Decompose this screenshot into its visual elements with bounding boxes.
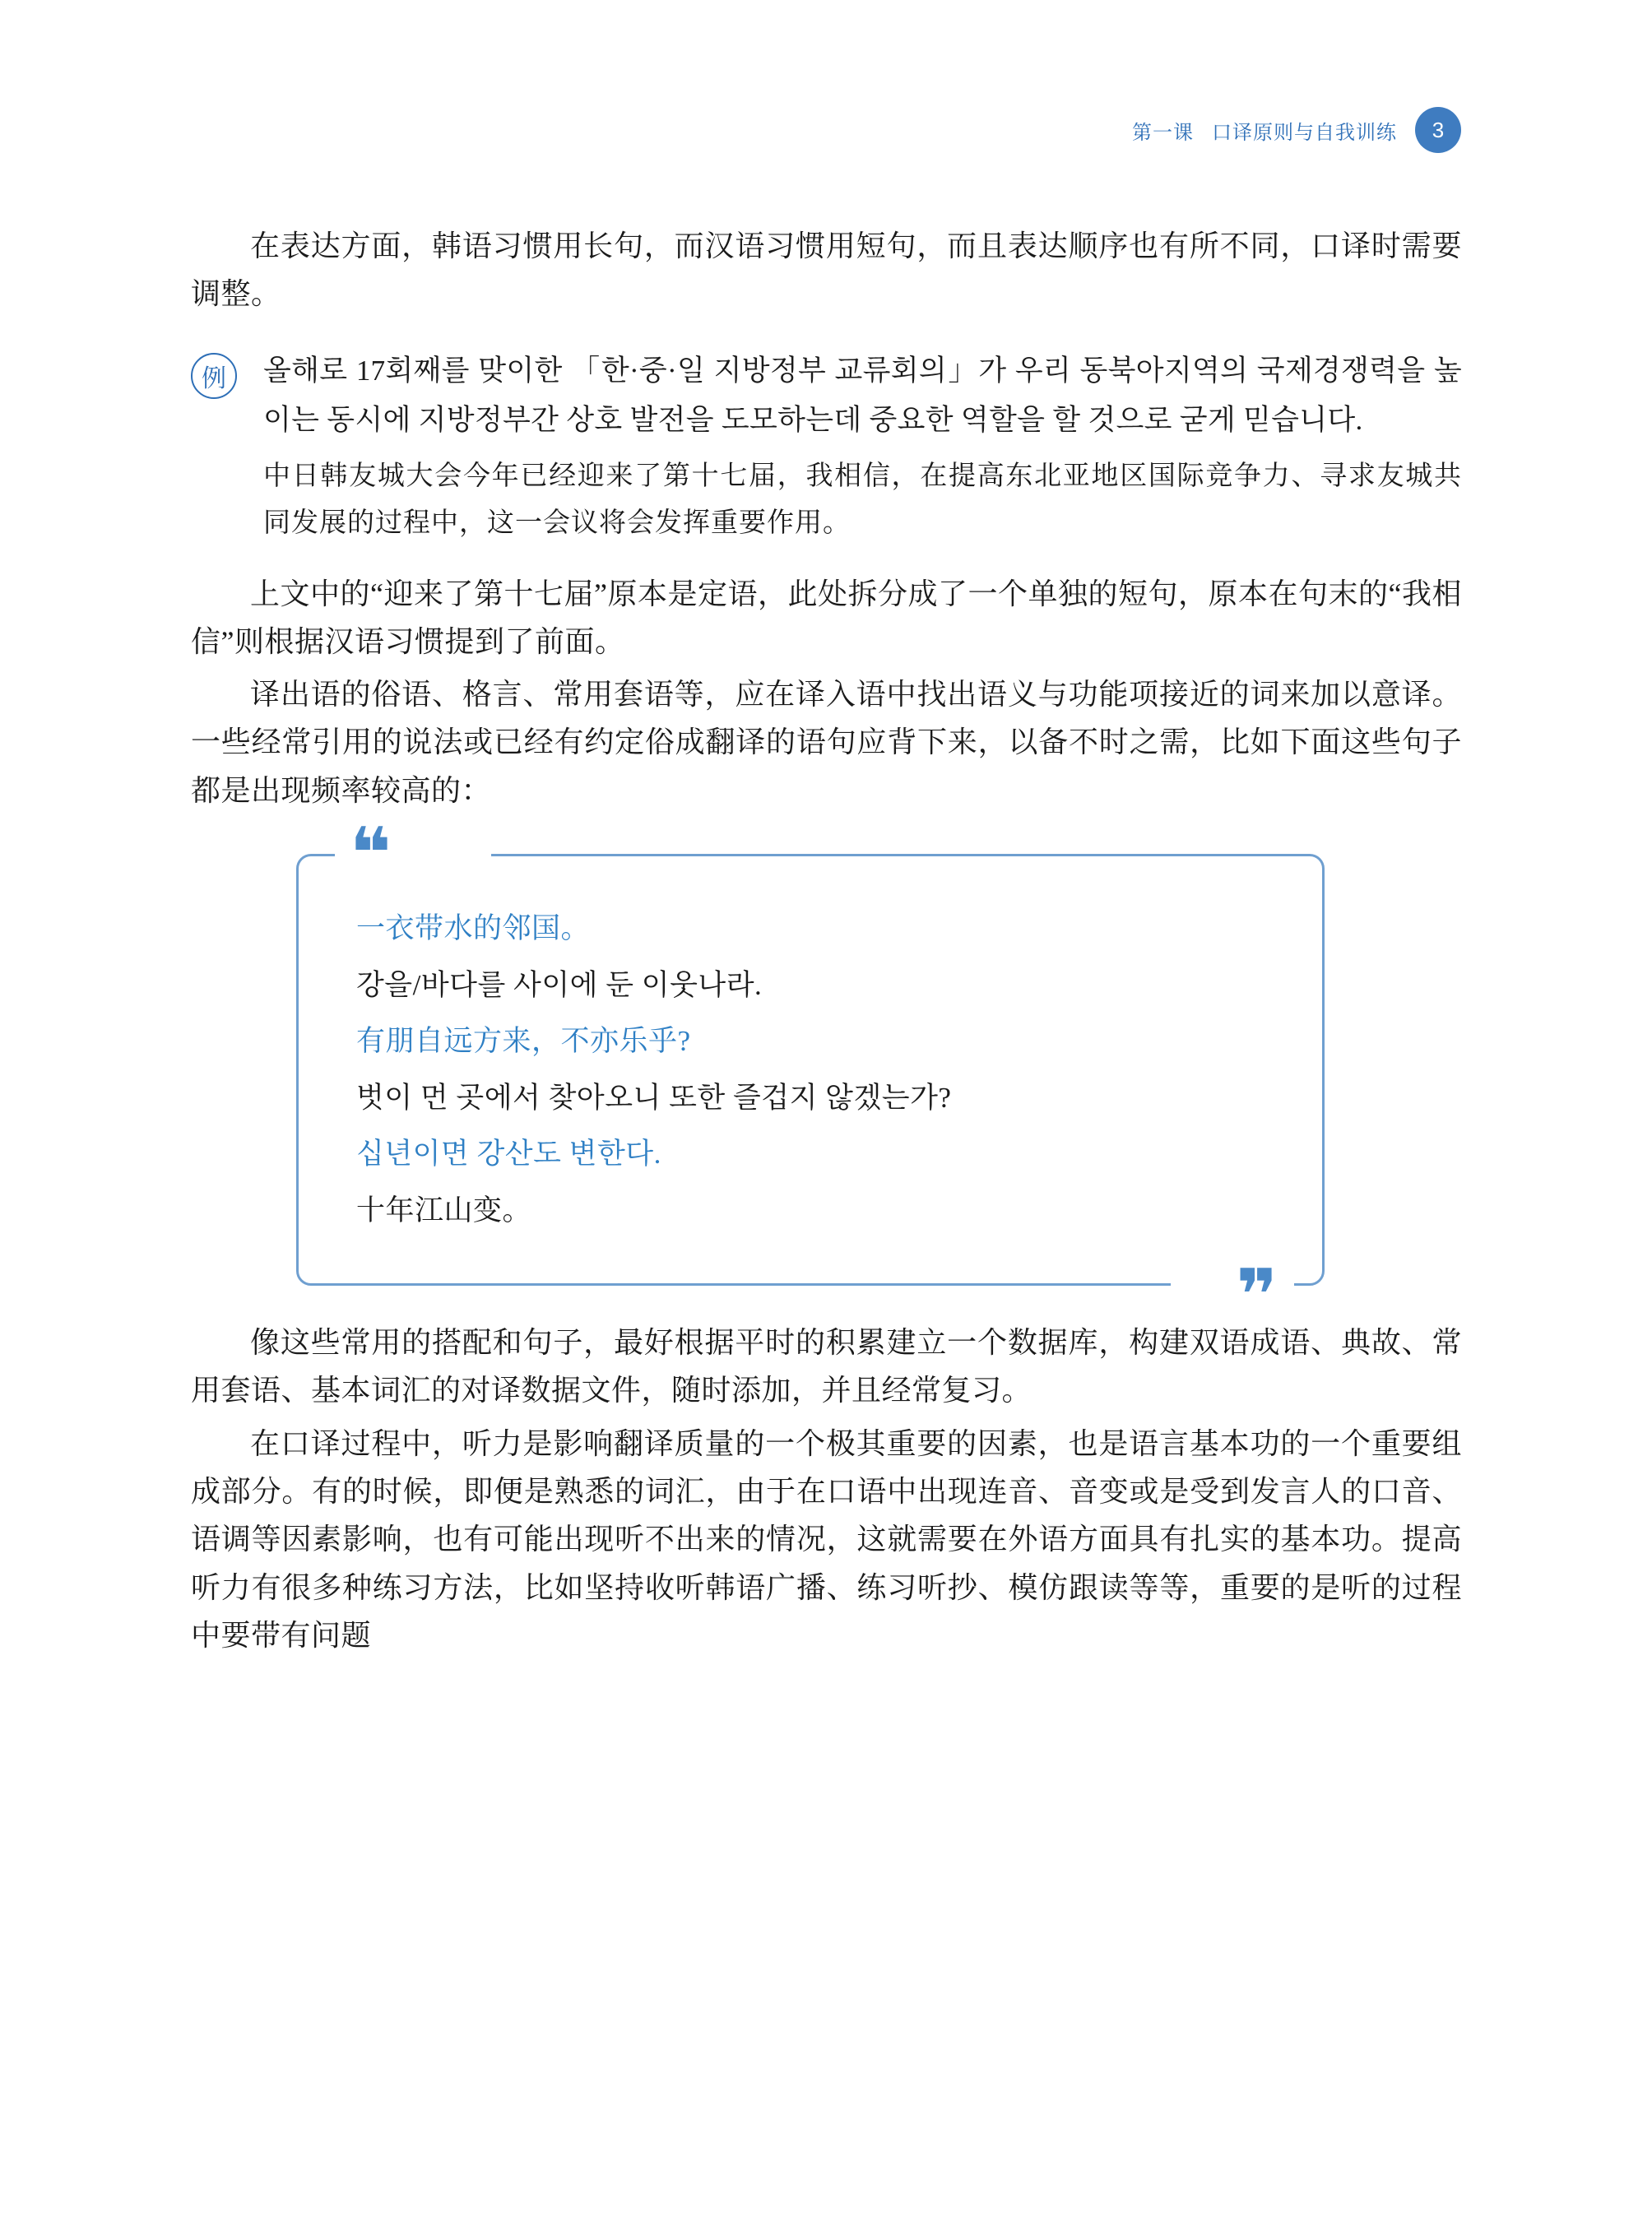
quote-line-3: 有朋自远方来，不亦乐乎? [356, 1025, 691, 1058]
example-block [191, 346, 1462, 547]
quote-box [296, 814, 1325, 1336]
paragraph-5: 在口译过程中，听力是影响翻译质量的一个极其重要的因素，也是语言基本功的一个重要组成部分。有的时候，即便是熟悉的词汇，由于在口语中出现连音、音变或是受到发言人的口音、语调等因素影响，也有可能出现听不出来的情况，这就需要在外语方面具有扎实的基本功。提高听力有很多种练习方法，比如坚持收听韩语广播、练习听抄、模仿跟读等等，重要的是听的过程中要带有问题 [191, 1426, 1462, 1652]
example-marker-icon: 例 [191, 353, 237, 399]
paragraph-3: 译出语的俗语、格言、常用套语等，应在译入语中找出语义与功能项接近的词来加以意译。一些经常引用的说法或已经有约定俗成翻译的语句应背下来，以备不时之需，比如下面这些句子都是出现频率较高的： [191, 678, 1462, 807]
quote-close-icon: ❞ [1225, 1270, 1289, 1321]
paragraph-4: 像这些常用的搭配和句子，最好根据平时的积累建立一个数据库，构建双语成语、典故、常用套语、基本词汇的对译数据文件，随时添加，并且经常复习。 [191, 1326, 1462, 1407]
example-chinese-text: 中日韩友城大会今年已经迎来了第十七届，我相信，在提高东北亚地区国际竞争力、寻求友城共同发展的过程中，这一会议将会发挥重要作用。 [263, 461, 1462, 538]
quote-line-5: 십년이면 강산도 변한다. [356, 1138, 661, 1171]
running-head [1132, 107, 1461, 153]
quote-open-icon: ❝ [341, 828, 406, 879]
paragraph-2: 上文中的“迎来了第十七届”原本是定语，此处拆分成了一个单独的短句，原本在句末的“我相信”则根据汉语习惯提到了前面。 [191, 577, 1462, 658]
quote-line-1: 一衣带水的邻国。 [356, 912, 591, 945]
page-content [191, 222, 1462, 1664]
example-korean-text: 올해로 17회째를 맞이한 「한·중·일 지방정부 교류회의」가 우리 동북아지역의 국제경쟁력을 높이는 동시에 지방정부간 상호 발전을 도모하는데 중요한 역할을 할 것으로 굳게 믿습니다. [263, 354, 1462, 436]
running-head-title: 口译原则与自我训练 [1212, 121, 1397, 144]
quote-section [191, 814, 1462, 1336]
quote-line-6: 十年江山变。 [356, 1194, 532, 1226]
quote-line-2: 강을/바다를 사이에 둔 이웃나라. [356, 968, 763, 1001]
quote-line-4: 벗이 먼 곳에서 찾아오니 또한 즐겁지 않겠는가? [356, 1081, 952, 1114]
page-number-badge: 3 [1415, 107, 1461, 153]
paragraph-1: 在表达方面，韩语习惯用长句，而汉语习惯用短句，而且表达顺序也有所不同，口译时需要调整。 [191, 230, 1462, 311]
running-head-chapter: 第一课 [1132, 121, 1194, 144]
